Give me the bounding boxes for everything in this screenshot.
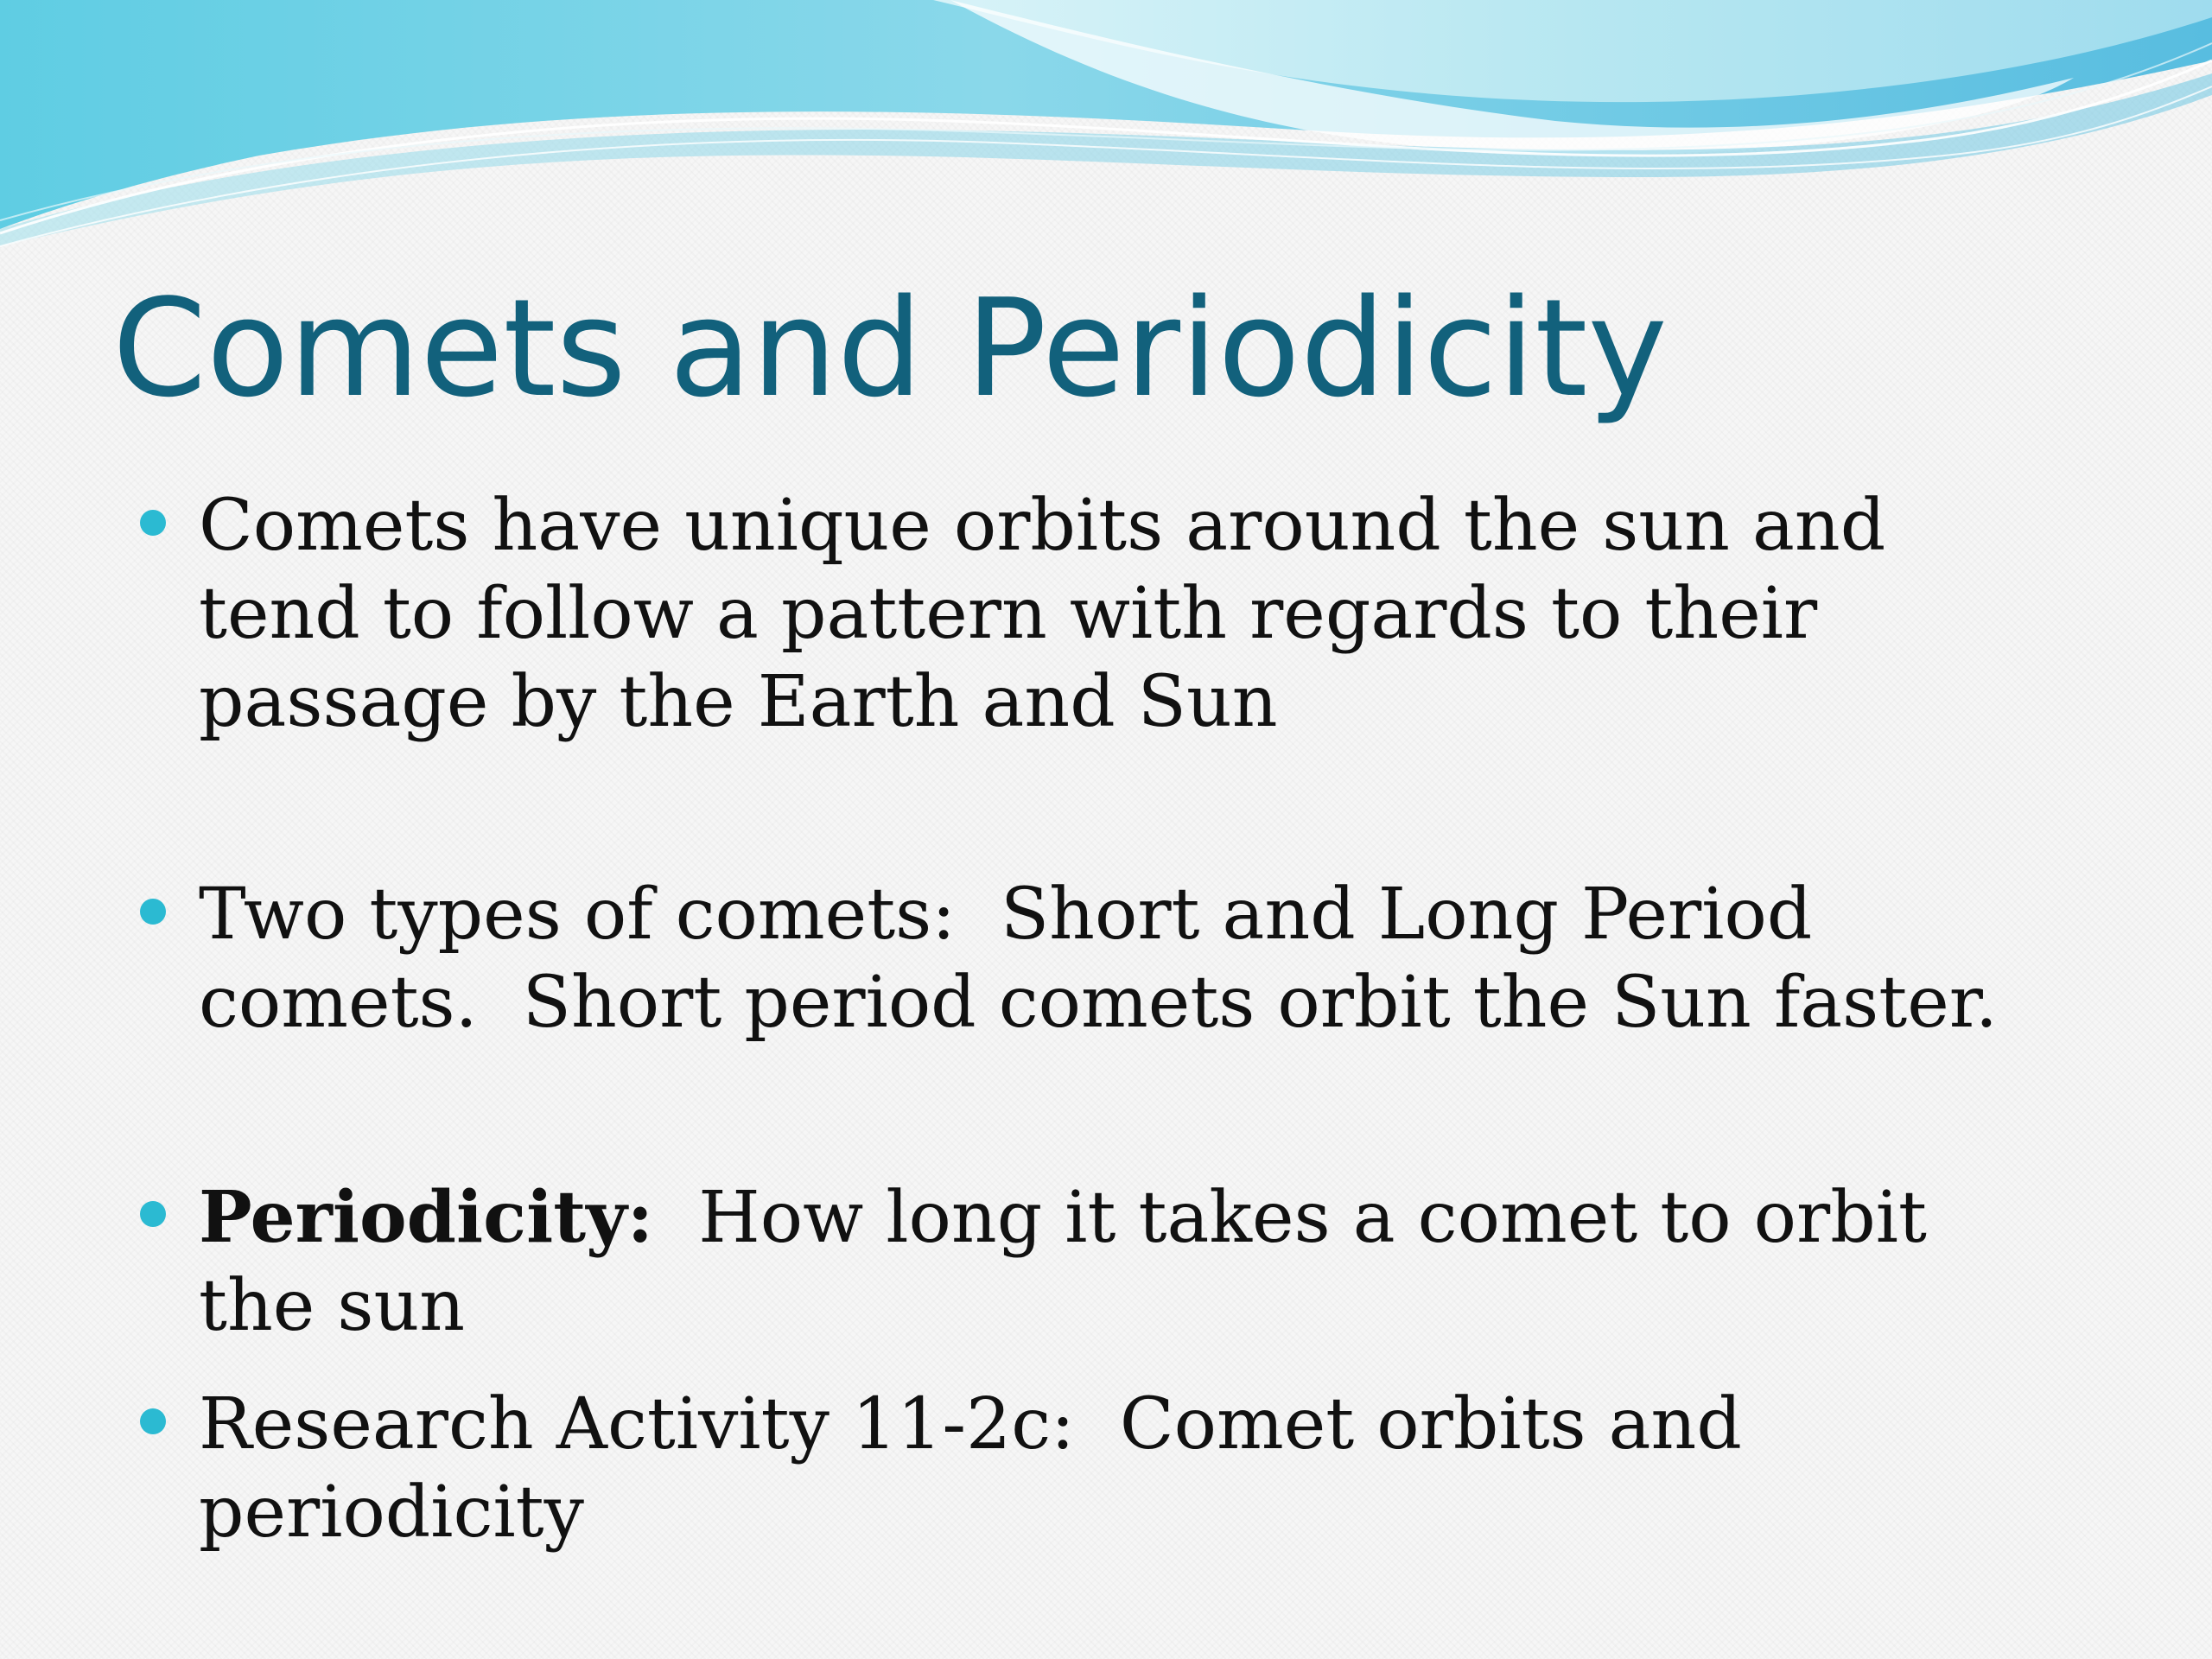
- bullet-text: Research Activity 11-2c: Comet orbits and periodicity: [199, 1383, 1764, 1554]
- slide-title: Comets and Periodicity: [112, 270, 1668, 427]
- bullet-dot-icon: [140, 899, 166, 925]
- bullet-definition: How long it takes a comet to orbit the sun: [199, 1177, 1927, 1347]
- bullet-text: Two types of comets: Short and Long Period comets. Short period comets orbit the Sun faster.: [199, 874, 1998, 1044]
- bullet-dot-icon: [140, 1201, 166, 1227]
- bullet-term: Periodicity:: [199, 1176, 654, 1259]
- bullet-dot-icon: [140, 510, 166, 536]
- bullet-dot-icon: [140, 1408, 166, 1434]
- bullet-text-with-term: [199, 1173, 2065, 1351]
- bullet-text: Comets have unique orbits around the sun and tend to follow a pattern with regards to their passage by the Earth and Sun: [199, 485, 1886, 743]
